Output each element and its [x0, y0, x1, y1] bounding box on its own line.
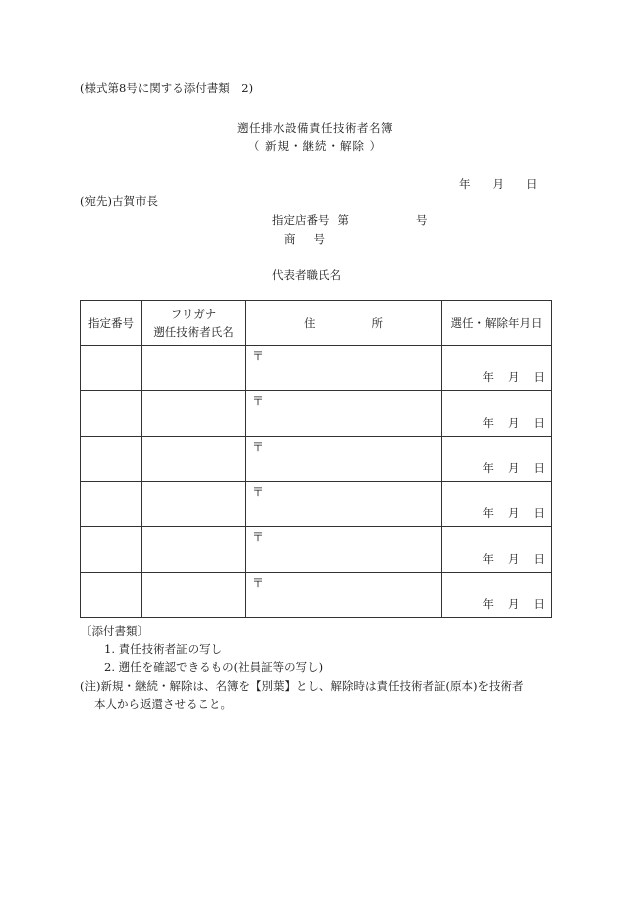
cell-date[interactable] [442, 527, 552, 572]
postal-mark: 〒 [252, 530, 265, 545]
store-number-line [272, 212, 428, 228]
row-month: 月 [508, 597, 520, 611]
table-row [81, 436, 552, 481]
table-row [81, 346, 552, 391]
row-year: 年 [482, 460, 494, 475]
row-year: 年 [482, 370, 494, 385]
row-year: 年 [482, 506, 494, 521]
trade-name-label-2: 号 [313, 232, 325, 246]
cell-designation-number[interactable] [81, 527, 142, 572]
header-address-a: 住 [304, 316, 316, 330]
header-address [246, 301, 442, 346]
cell-technician-name[interactable] [142, 436, 246, 481]
cell-address[interactable] [246, 346, 442, 391]
header-name-furigana: フリガナ [170, 307, 217, 321]
date-month-label: 月 [492, 177, 504, 191]
header-address-b: 所 [371, 316, 383, 330]
row-month: 月 [508, 551, 520, 566]
postal-mark: 〒 [252, 439, 265, 454]
note-line-1: (注)新規・継続・解除は、名簿を【別葉】とし、解除時は責任技術者証(原本)を技術者 [80, 679, 524, 693]
cell-date[interactable] [442, 346, 552, 391]
header-name [142, 301, 246, 346]
row-day: 日 [533, 551, 545, 566]
cell-designation-number[interactable] [81, 391, 142, 436]
cell-address[interactable] [246, 481, 442, 526]
trade-name-label-1: 商 [284, 232, 296, 246]
row-month: 月 [508, 415, 520, 430]
postal-mark: 〒 [252, 349, 265, 363]
table-row [81, 572, 552, 617]
addressee: (宛先)古賀市長 [80, 194, 158, 208]
table-header-row [81, 301, 552, 346]
store-number-label: 指定店番号 [272, 213, 330, 227]
cell-date[interactable] [442, 572, 552, 617]
representative-label: 代表者職氏名 [272, 268, 341, 282]
cell-technician-name[interactable] [142, 572, 246, 617]
cell-address[interactable] [246, 436, 442, 481]
cell-date[interactable] [442, 391, 552, 436]
postal-mark: 〒 [252, 484, 265, 499]
trade-name-line [284, 231, 325, 247]
postal-mark: 〒 [252, 575, 265, 590]
store-number-suffix: 号 [416, 213, 428, 227]
row-month: 月 [508, 506, 520, 521]
note-line-2: 本人から返還させること。 [94, 697, 232, 711]
cell-technician-name[interactable] [142, 346, 246, 391]
cell-technician-name[interactable] [142, 481, 246, 526]
row-month: 月 [508, 460, 520, 475]
table-row [81, 481, 552, 526]
attachments-heading: 〔添付書類〕 [80, 624, 149, 638]
attachment-item-2: 2. 遡任を確認できるもの(社員証等の写し) [104, 660, 324, 674]
cell-address[interactable] [246, 391, 442, 436]
header-name-technician: 遡任技術者氏名 [153, 325, 234, 339]
cell-address[interactable] [246, 572, 442, 617]
store-number-prefix: 第 [337, 213, 349, 227]
row-day: 日 [533, 597, 545, 611]
row-year: 年 [482, 415, 494, 430]
registry-table [80, 300, 552, 618]
header-designation-number: 指定番号 [81, 301, 142, 346]
row-day: 日 [533, 506, 545, 521]
form-reference-note: (様式第8号に関する添付書類 2) [80, 81, 254, 95]
postal-mark: 〒 [252, 394, 265, 409]
date-day-label: 日 [526, 177, 538, 191]
table-row [81, 527, 552, 572]
document-title: 遡任排水設備責任技術者名簿 [237, 121, 393, 135]
document-subtitle: （ 新規・継続・解除 ） [247, 139, 383, 153]
cell-designation-number[interactable] [81, 572, 142, 617]
cell-address[interactable] [246, 527, 442, 572]
row-day: 日 [533, 370, 545, 385]
cell-technician-name[interactable] [142, 391, 246, 436]
row-day: 日 [533, 415, 545, 430]
table-row [81, 391, 552, 436]
cell-designation-number[interactable] [81, 346, 142, 391]
header-date: 選任・解除年月日 [442, 301, 552, 346]
date-line [459, 176, 538, 192]
cell-date[interactable] [442, 436, 552, 481]
row-year: 年 [482, 551, 494, 566]
date-year-label: 年 [459, 177, 471, 191]
cell-designation-number[interactable] [81, 481, 142, 526]
row-year: 年 [482, 597, 494, 611]
row-month: 月 [508, 370, 520, 385]
attachment-item-1: 1. 責任技術者証の写し [104, 642, 223, 656]
row-day: 日 [533, 460, 545, 475]
cell-date[interactable] [442, 481, 552, 526]
cell-designation-number[interactable] [81, 436, 142, 481]
cell-technician-name[interactable] [142, 527, 246, 572]
